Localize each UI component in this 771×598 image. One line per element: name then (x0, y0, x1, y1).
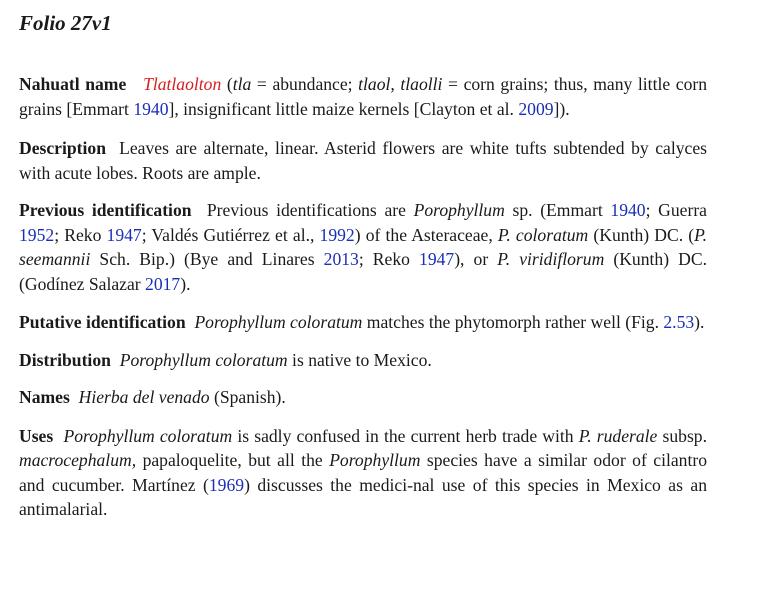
putative-heading: Putative identification (19, 312, 186, 332)
text: papaloquelite, but all the (136, 450, 330, 470)
citation-link[interactable]: 1969 (208, 474, 245, 495)
citation-link[interactable]: 1947 (419, 249, 455, 269)
description-text: Leaves are alternate, linear. Asterid flowers are white tufts subtended by calyces with acute lobes. Roots are ample. (19, 138, 707, 183)
entry-names (19, 385, 707, 410)
text: ], insignificant little maize kernels [Clayton et al. (168, 98, 519, 119)
text: (Kunth) DC. (Godínez Salazar (19, 249, 707, 294)
citation-link[interactable]: 1952 (19, 224, 55, 245)
citation-link[interactable]: 1940 (133, 98, 169, 119)
text: subsp. (657, 425, 707, 446)
text: ; Guerra (645, 200, 707, 220)
nahuatl-name: Tlatlaolton (143, 74, 222, 94)
folio-title: Folio 27v1 (19, 11, 112, 35)
text: Previous identifications are (206, 200, 414, 220)
text-italic: Porophyllum (329, 450, 421, 470)
text-italic: Hierba del venado (78, 387, 210, 407)
text: ) discusses the medici-nal use of this species in Mexico as an antimalarial. (19, 474, 707, 519)
text: is native to Mexico. (287, 349, 432, 370)
citation-link[interactable]: 1992 (319, 224, 355, 245)
text: = abundance; (251, 74, 359, 94)
text-italic: P. seemannii (19, 224, 707, 269)
text: sp. (Emmart (504, 200, 611, 220)
entry-nahuatl-name (19, 72, 707, 121)
text: ), or (454, 249, 498, 269)
previous-heading: Previous identification (19, 200, 192, 220)
text: ). (180, 273, 191, 294)
uses-heading: Uses (19, 425, 54, 446)
text: matches the phytomorph rather well (Fig. (362, 312, 664, 332)
text: (Kunth) DC. ( (588, 224, 695, 245)
entry-uses (19, 424, 707, 522)
description-heading: Description (19, 138, 106, 158)
citation-link[interactable]: 1940 (610, 200, 646, 220)
text: Sch. Bip.) (Bye and Linares (90, 249, 324, 269)
text-italic: Porophyllum coloratum (119, 349, 288, 370)
text: is sadly confused in the current herb trade with (232, 425, 579, 446)
text-italic: Porophyllum (413, 200, 505, 220)
text-italic: P. coloratum (497, 224, 589, 245)
entry-distribution (19, 348, 707, 373)
text: species have a similar odor of cilantro and cucumber. Martínez ( (19, 450, 707, 495)
names-heading: Names (19, 387, 70, 407)
citation-link[interactable]: 2017 (145, 273, 181, 294)
text-italic: tlaol, tlaolli (358, 74, 443, 94)
text-italic: P. viridiflorum (497, 249, 605, 269)
entry-description (19, 136, 707, 185)
figure-link[interactable]: 2.53 (663, 312, 695, 332)
entry-putative-identification (19, 310, 707, 335)
text: ). (694, 312, 705, 332)
text-italic: macrocephalum, (19, 450, 137, 470)
text-italic: Porophyllum coloratum (194, 312, 363, 332)
text-italic: tla (232, 74, 252, 94)
text: ; Reko (358, 249, 420, 269)
text: ) of the Asteraceae, (354, 224, 498, 245)
citation-link[interactable]: 2009 (518, 98, 554, 119)
entry-previous-identification (19, 198, 707, 296)
page (19, 8, 707, 536)
nahuatl-heading: Nahuatl name (19, 74, 127, 94)
citation-link[interactable]: 2013 (323, 249, 359, 269)
text: ]). (553, 98, 570, 119)
text: (Spanish). (209, 387, 286, 407)
text-italic: Porophyllum coloratum (63, 425, 233, 446)
citation-link[interactable]: 1947 (106, 224, 142, 245)
text: ( (226, 74, 233, 94)
text: ; Reko (54, 224, 107, 245)
text: ; Valdés Gutiérrez et al., (141, 224, 320, 245)
distribution-heading: Distribution (19, 349, 111, 370)
text: = corn grains; thus, many little corn grains [Emmart (19, 74, 708, 119)
text-italic: P. ruderale (578, 425, 658, 446)
